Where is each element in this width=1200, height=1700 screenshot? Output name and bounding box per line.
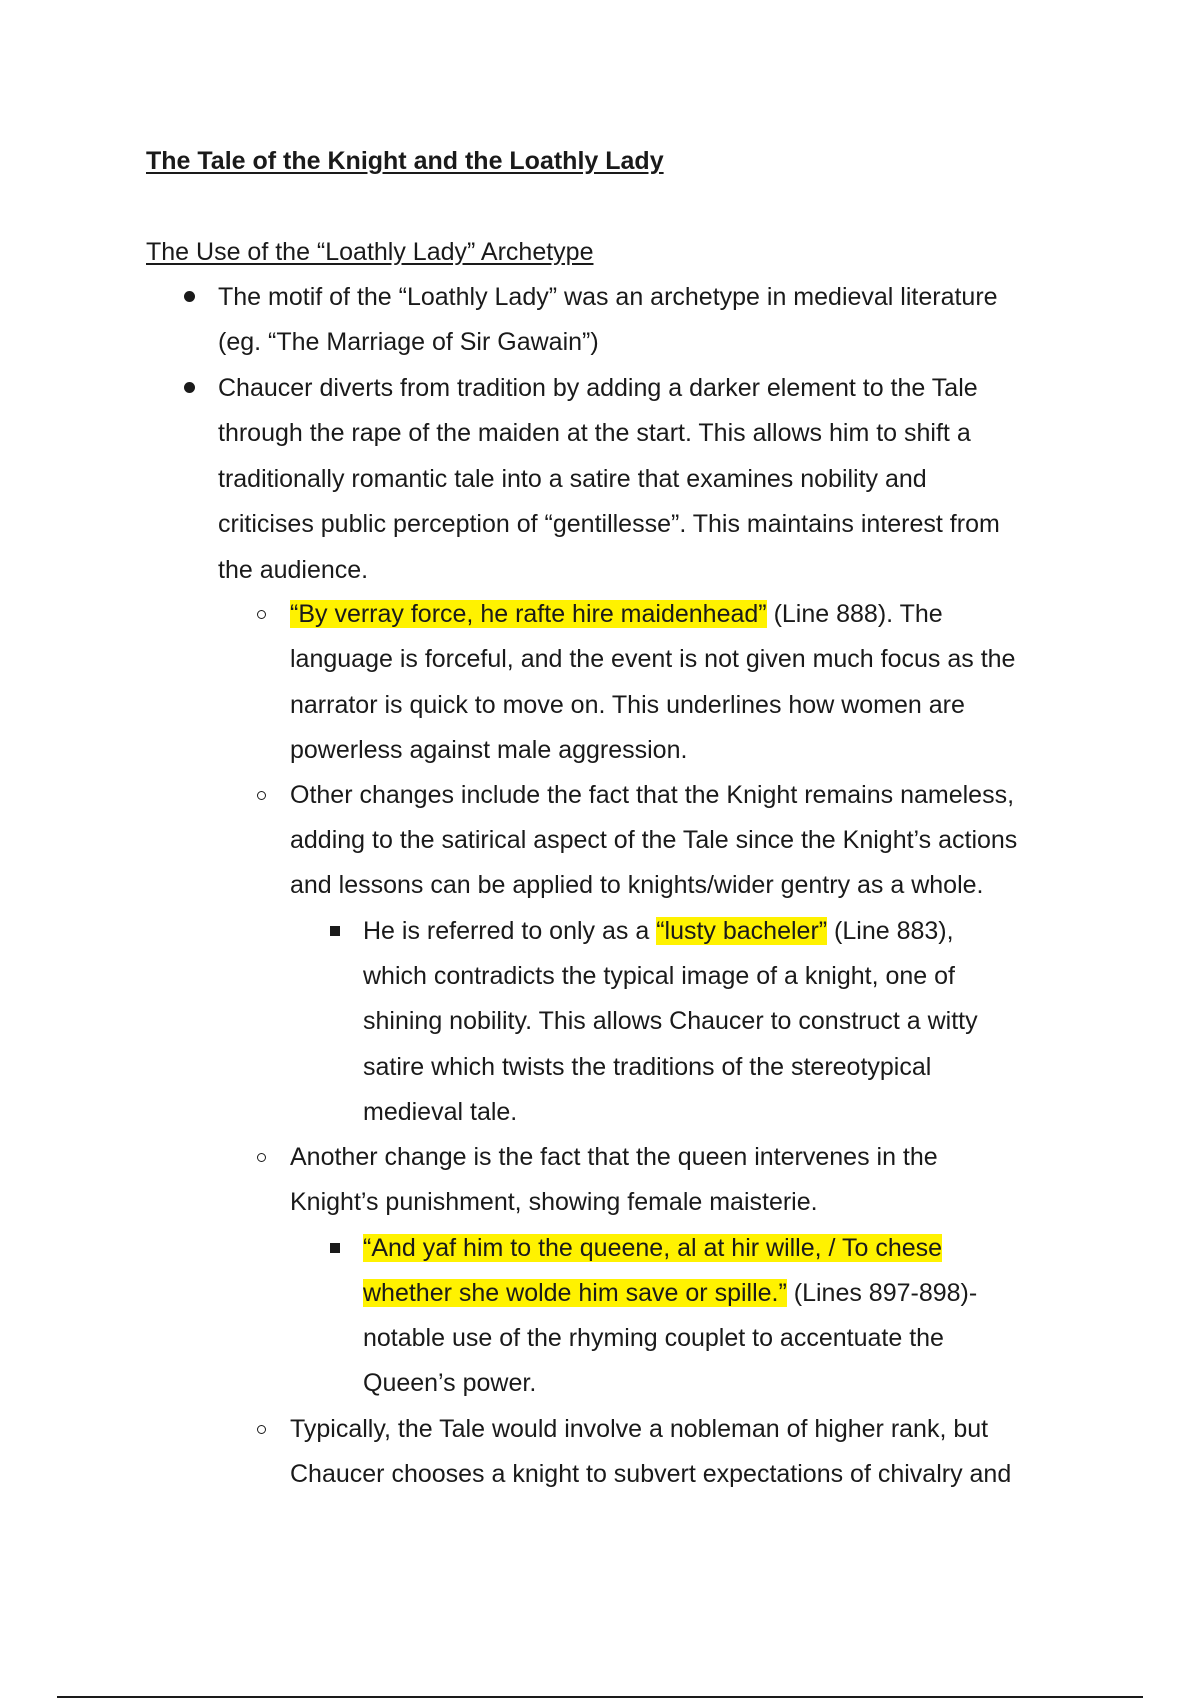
highlighted-quote: whether she wolde him save or spille.” [363,1279,787,1307]
list-item-text [363,1231,942,1265]
line-reference: (Lines 897-898)- [786,1279,978,1307]
list-item-text: through the rape of the maiden at the start. This allows him to shift a [218,419,971,447]
bullet-circle-icon [257,610,266,619]
list-item-text: Chaucer diverts from tradition by adding a darker element to the Tale [218,374,978,402]
list-item-text: medieval tale. [363,1098,518,1126]
text-segment: He is referred to only as a [363,917,657,945]
line-reference: (Line 883), [827,917,954,945]
list-item-text: notable use of the rhyming couplet to accentuate the [363,1324,944,1352]
list-item-text: The motif of the “Loathly Lady” was an archetype in medieval literature [218,283,998,311]
list-item-text: powerless against male aggression. [290,736,688,764]
list-item-text: Another change is the fact that the queen intervenes in the [290,1143,938,1171]
list-item-text: language is forceful, and the event is not given much focus as the [290,645,1016,673]
bullet-square-icon [330,926,340,936]
list-item-text: narrator is quick to move on. This underlines how women are [290,691,965,719]
list-item-text: satire which twists the traditions of the stereotypical [363,1053,932,1081]
list-item-text: the audience. [218,556,369,584]
list-item-text: which contradicts the typical image of a knight, one of [363,962,955,990]
list-item-text: shining nobility. This allows Chaucer to construct a witty [363,1007,978,1035]
list-item-text: and lessons can be applied to knights/wider gentry as a whole. [290,871,984,899]
document-title: The Tale of the Knight and the Loathly Lady [146,147,664,175]
list-item-text: Queen’s power. [363,1369,537,1397]
list-item-text: Typically, the Tale would involve a nobleman of higher rank, but [290,1415,989,1443]
line-reference: (Line 888). The [766,600,943,628]
highlighted-quote: “lusty bacheler” [656,917,828,945]
list-item-text: Other changes include the fact that the Knight remains nameless, [290,781,1015,809]
bullet-disc-icon [184,382,195,393]
list-item-text: criticises public perception of “gentillesse”. This maintains interest from [218,510,1000,538]
list-item-text: traditionally romantic tale into a satire that examines nobility and [218,465,927,493]
list-item-text [290,597,943,631]
list-item-text: Chaucer chooses a knight to subvert expectations of chivalry and [290,1460,1012,1488]
page-divider [57,1696,1143,1698]
list-item-text: Knight’s punishment, showing female maisterie. [290,1188,818,1216]
section-heading: The Use of the “Loathly Lady” Archetype [146,238,594,266]
bullet-circle-icon [257,791,266,800]
list-item-text [363,1276,977,1310]
bullet-circle-icon [257,1153,266,1162]
bullet-circle-icon [257,1425,266,1434]
bullet-disc-icon [184,291,195,302]
list-item-text: adding to the satirical aspect of the Tale since the Knight’s actions [290,826,1018,854]
highlighted-quote: “By verray force, he rafte hire maidenhead” [290,600,767,628]
list-item-text: (eg. “The Marriage of Sir Gawain”) [218,328,599,356]
list-item-text [363,914,954,948]
bullet-square-icon [330,1243,340,1253]
highlighted-quote: “And yaf him to the queene, al at hir wille, / To chese [363,1234,943,1262]
